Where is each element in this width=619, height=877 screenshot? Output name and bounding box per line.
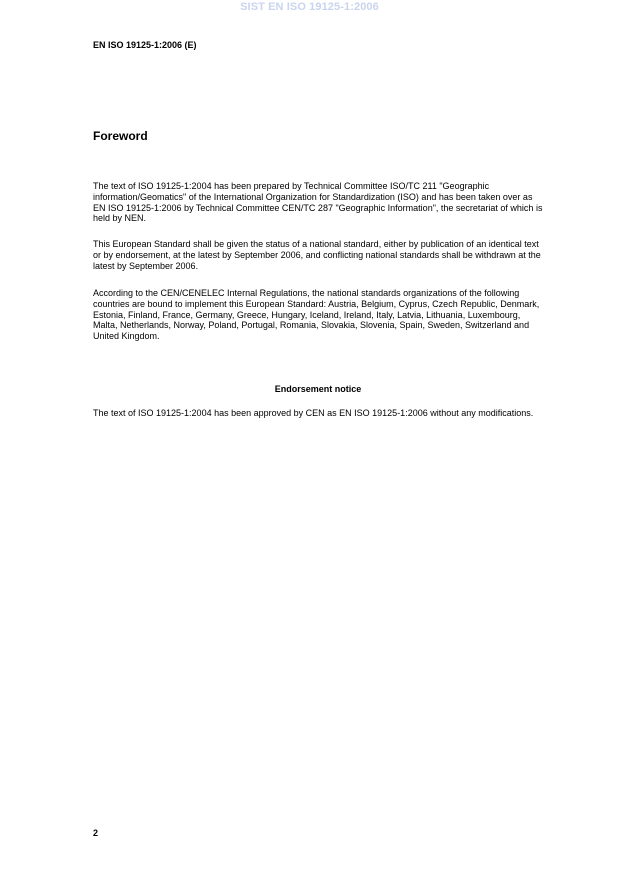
watermark: SIST EN ISO 19125-1:2006 <box>240 1 379 13</box>
paragraph-text: The text of ISO 19125-1:2004 has been approved by CEN as EN ISO 19125-1:2006 without any modifications. <box>93 408 534 418</box>
foreword-paragraph-3 <box>93 288 543 342</box>
endorsement-paragraph <box>93 408 543 419</box>
foreword-paragraph-1 <box>93 181 543 224</box>
foreword-heading: Foreword <box>93 129 148 143</box>
foreword-paragraph-2 <box>93 239 543 271</box>
paragraph-text: The text of ISO 19125-1:2004 has been prepared by Technical Committee ISO/TC 211 "Geographic information/Geomatics" of the International Organization for Standardization (ISO) and has been taken over as EN ISO 19125-1:2006 by Technical Committee CEN/TC 287 "Geographic Information", the secretariat of which is held by NEN. <box>93 181 543 224</box>
document-header: EN ISO 19125-1:2006 (E) <box>93 40 197 50</box>
endorsement-heading: Endorsement notice <box>274 384 362 394</box>
page-number: 2 <box>93 828 99 838</box>
paragraph-text: According to the CEN/CENELEC Internal Regulations, the national standards organizations of the following countries are bound to implement this European Standard: Austria, Belgium, Cyprus, Czech Republic, Denmark, Estonia, Finland, France, Germany, Greece, Hungary, Iceland, Ireland, Italy, Latvia, Lithuania, Luxembourg, Malta, Netherlands, Norway, Poland, Portugal, Romania, Slovakia, Slovenia, Spain, Sweden, Switzerland and United Kingdom. <box>93 288 540 342</box>
paragraph-text: This European Standard shall be given the status of a national standard, either by publication of an identical text or by endorsement, at the latest by September 2006, and conflicting national standards shall be withdrawn at the latest by September 2006. <box>93 239 541 271</box>
